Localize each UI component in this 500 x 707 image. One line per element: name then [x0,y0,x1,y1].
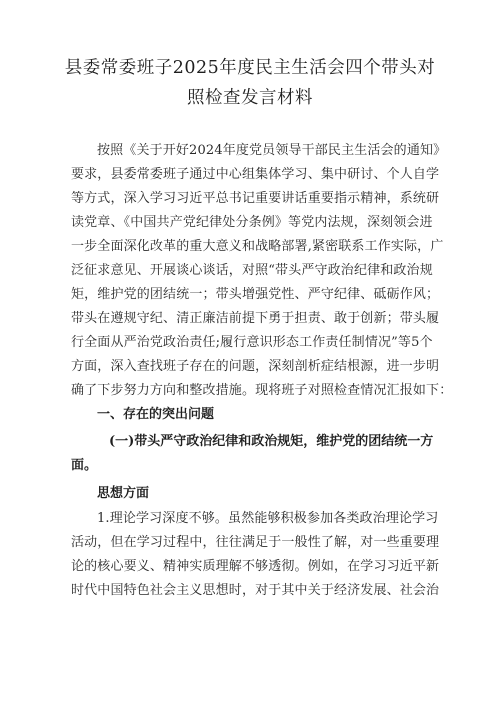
intro-paragraph-line: 按照《关于开好2024年度党员领导干部民主生活会的通知》 [97,143,447,158]
body-paragraph-line: 论的核心要义、精神实质理解不够透彻。例如，在学习习近平新 [71,559,440,574]
section-heading: 一、存在的突出问题 [97,407,215,422]
intro-paragraph-line: 要求，县委常委班子通过中心组集体学习、集中研讨、个人自学 [71,167,440,182]
intro-paragraph-line: 读党章、《中国共产党纪律处分条例》等党内法规，深刻领会进 [71,215,433,230]
intro-paragraph-line: 带头在遵规守纪、清正廉洁前提下勇于担责、敢于创新；带头履 [71,311,440,326]
intro-paragraph-line: 矩，维护党的团结统一；带头增强党性、严守纪律、砥砺作风； [71,287,440,302]
aspect-heading: 思想方面 [97,486,150,501]
subsection-heading-line-1: (一)带头严守政治纪律和政治规矩，维护党的团结统一方 [109,434,434,449]
intro-paragraph-line: 泛征求意见、开展谈心谈话，对照“带头严守政治纪律和政治规 [71,263,433,278]
document-title-line-2: 照检查发言材料 [187,88,313,108]
intro-paragraph-line: 行全面从严治党政治责任;履行意识形态工作责任制情况”等5个 [71,335,433,350]
body-paragraph-line: 1.理论学习深度不够。虽然能够积极参加各类政治理论学习 [97,511,439,526]
intro-paragraph-line: 方面，深入查找班子存在的问题，深刻剖析症结根源，进一步明 [71,359,440,374]
body-paragraph-line: 活动，但在学习过程中，往往满足于一般性了解，对一些重要理 [71,535,440,550]
intro-paragraph-line: 等方式，深入学习习近平总书记重要讲话重要指示精神，系统研 [71,191,440,206]
intro-paragraph-line: 一步全面深化改革的重大意义和战略部署,紧密联系工作实际，广 [71,239,444,254]
body-paragraph-line: 时代中国特色社会主义思想时，对于其中关于经济发展、社会治 [71,583,440,598]
document-title-line-1: 县委常委班子2025年度民主生活会四个带头对 [64,58,436,78]
intro-paragraph-line: 确了下步努力方向和整改措施。现将班子对照检查情况汇报如下： [71,383,453,398]
subsection-heading-line-2: 面。 [71,458,98,473]
